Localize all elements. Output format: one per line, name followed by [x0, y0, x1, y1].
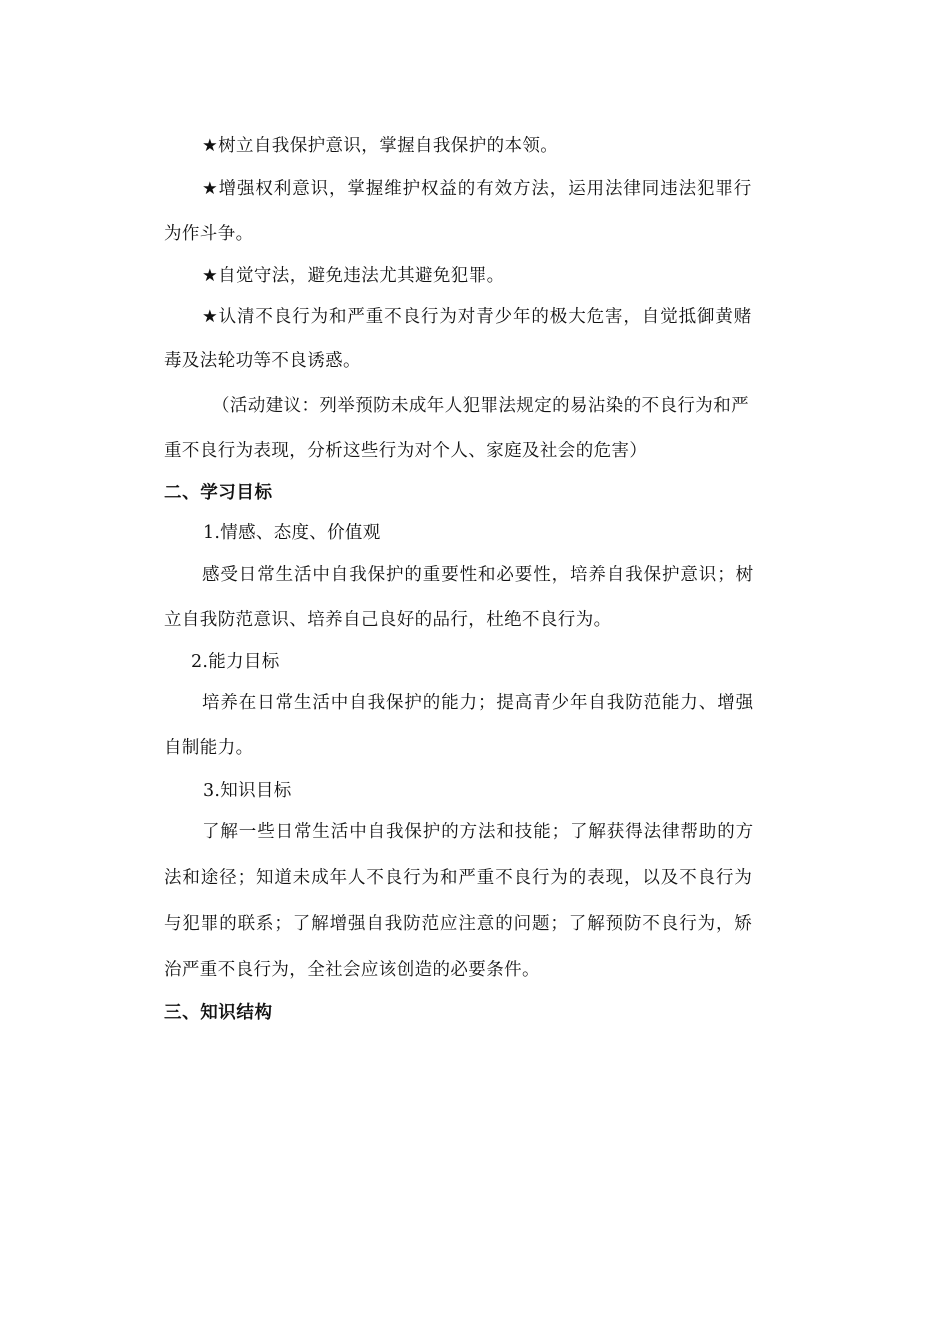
goal-title-ability: 2.能力目标: [191, 652, 280, 672]
goal-knowledge-line1: 了解一些日常生活中自我保护的方法和技能；了解获得法律帮助的方: [202, 822, 754, 842]
bullet-text: 树立自我保护意识，掌握自我保护的本领。: [218, 136, 559, 156]
bullet-rights-awareness-continued: 为作斗争。: [164, 224, 254, 244]
bullet-self-protection: [202, 134, 558, 158]
goal-title-emotion: 1.情感、态度、价值观: [203, 523, 381, 543]
bullet-rights-awareness: [202, 177, 752, 201]
bullet-bad-behavior-continued: 毒及法轮功等不良诱惑。: [164, 351, 361, 371]
star-icon: ★: [202, 266, 219, 286]
goal-ability-line1: 培养在日常生活中自我保护的能力；提高青少年自我防范能力、增强: [202, 693, 754, 713]
star-icon: ★: [202, 136, 219, 156]
star-icon: ★: [202, 179, 219, 199]
star-icon: ★: [202, 307, 219, 327]
goal-ability-line2: 自制能力。: [164, 738, 254, 758]
goal-knowledge-line2: 法和途径；知道未成年人不良行为和严重不良行为的表现，以及不良行为: [164, 868, 753, 888]
section-heading-knowledge-structure: 三、知识结构: [164, 1003, 273, 1023]
bullet-bad-behavior: [202, 305, 752, 329]
goal-knowledge-line4: 治严重不良行为，全社会应该创造的必要条件。: [164, 960, 540, 980]
goal-title-knowledge: 3.知识目标: [203, 781, 292, 801]
bullet-law-abiding: [202, 264, 505, 288]
bullet-text: 增强权利意识，掌握维护权益的有效方法，运用法律同违法犯罪行: [218, 179, 753, 199]
section-heading-learning-goals: 二、学习目标: [164, 483, 273, 503]
activity-suggestion-line1: （活动建议：列举预防未成年人犯罪法规定的易沾染的不良行为和严: [212, 396, 749, 416]
bullet-text: 认清不良行为和严重不良行为对青少年的极大危害，自觉抵御黄赌: [218, 307, 753, 327]
goal-knowledge-line3: 与犯罪的联系；了解增强自我防范应注意的问题；了解预防不良行为，矫: [164, 914, 753, 934]
goal-emotion-line1: 感受日常生活中自我保护的重要性和必要性，培养自我保护意识；树: [202, 565, 754, 585]
bullet-text: 自觉守法，避免违法尤其避免犯罪。: [218, 266, 505, 286]
goal-emotion-line2: 立自我防范意识、培养自己良好的品行，杜绝不良行为。: [164, 610, 612, 630]
activity-suggestion-line2: 重不良行为表现，分析这些行为对个人、家庭及社会的危害）: [164, 441, 648, 461]
